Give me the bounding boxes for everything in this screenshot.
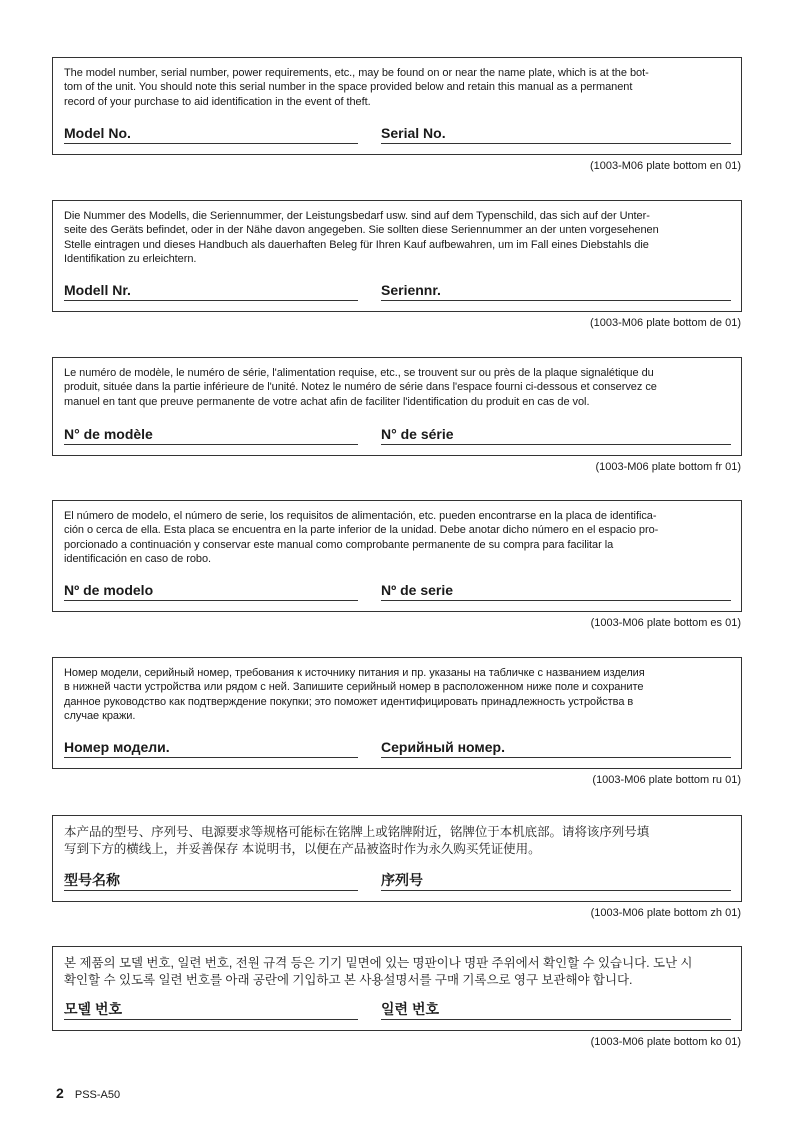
footer-model-name: PSS-A50	[74, 1089, 121, 1101]
description: Le numéro de modèle, le numéro de série, l'alimentation requise, etc., se trouvent sur ou près de la plaque signalétique du produit, située dans la partie inférieure de l'unité. Notez le numéro de série dans l'espace fourni ci-dessous et conservez ce manuel en tant que preuve permanente de votre achat afin de faciliter l'identification du produit en cas de vol.	[64, 367, 657, 408]
section-zh	[52, 815, 742, 920]
document-code: (1003-M06 plate bottom fr 01)	[595, 461, 741, 473]
document-code: (1003-M06 plate bottom zh 01)	[590, 907, 741, 919]
section-ru	[52, 657, 742, 787]
serial-number-field[interactable]: Nº de serie	[381, 581, 731, 601]
serial-number-field[interactable]: Serial No.	[381, 124, 731, 144]
nameplate-box	[52, 200, 742, 312]
section-fr	[52, 357, 742, 474]
document-code: (1003-M06 plate bottom es 01)	[590, 617, 741, 629]
fields-row	[64, 1000, 730, 1020]
serial-number-field[interactable]: Серийный номер.	[381, 738, 731, 758]
serial-number-field[interactable]: 序列号	[381, 871, 731, 891]
fields-row	[64, 581, 730, 601]
fields-row	[64, 871, 730, 891]
description: Номер модели, серийный номер, требования к источнику питания и пр. указаны на табличке с названием изделия в нижней части устройства или рядом с ней. Запишите серийный номер в расположенном ниже поле и сохраните данное руководство как подтверждение покупки; это поможет идентифицировать принадлежность устройства в случае кражи.	[64, 667, 645, 722]
section-es	[52, 500, 742, 630]
nameplate-box	[52, 500, 742, 612]
document-code: (1003-M06 plate bottom ru 01)	[592, 774, 741, 786]
model-number-field[interactable]: Номер модели.	[64, 738, 358, 758]
nameplate-box	[52, 57, 742, 155]
nameplate-box	[52, 357, 742, 456]
description: El número de modelo, el número de serie, los requisitos de alimentación, etc. pueden encontrarse en la placa de identifica- ción o cerca de ella. Esta placa se encuentra en la parte inferior de la unidad. Debe anotar dicho número en el espacio pro- porcionado a continuación y conservar este manual como comprobante permanente de su compra para facilitar la identificación en caso de robo.	[64, 510, 659, 565]
document-code: (1003-M06 plate bottom en 01)	[589, 160, 741, 172]
description: The model number, serial number, power requirements, etc., may be found on or near the name plate, which is at the bot- tom of the unit. You should note this serial number in the space provided below and retain this manual as a permanent record of your purchase to aid identification in the event of theft.	[64, 67, 649, 108]
page-footer	[56, 1085, 120, 1101]
model-number-field[interactable]: N° de modèle	[64, 425, 358, 445]
serial-number-field[interactable]: Seriennr.	[381, 281, 731, 301]
serial-number-field[interactable]: 일련 번호	[381, 1000, 731, 1020]
section-ko	[52, 946, 742, 1049]
description: 本产品的型号、序列号、电源要求等规格可能标在铭牌上或铭牌附近，铭牌位于本机底部。请将该序列号填 写到下方的横线上，并妥善保存 本说明书，以便在产品被盗时作为永久购买凭证使用。	[64, 825, 650, 856]
nameplate-box	[52, 657, 742, 769]
model-number-field[interactable]: 型号名称	[64, 871, 358, 891]
description: 본 제품의 모델 번호, 일련 번호, 전원 규격 등은 기기 밑면에 있는 명판이나 명판 주위에서 확인할 수 있습니다. 도난 시 확인할 수 있도록 일련 번호를 아래 공란에 기입하고 본 사용설명서를 구매 기록으로 영구 보관해야 합니다.	[64, 956, 693, 987]
fields-row	[64, 124, 730, 144]
serial-number-field[interactable]: N° de série	[381, 425, 731, 445]
document-code: (1003-M06 plate bottom ko 01)	[590, 1036, 741, 1048]
fields-row	[64, 738, 730, 758]
model-number-field[interactable]: Nº de modelo	[64, 581, 358, 601]
fields-row	[64, 281, 730, 301]
model-number-field[interactable]: Model No.	[64, 124, 358, 144]
model-number-field[interactable]: 모델 번호	[64, 1000, 358, 1020]
section-de	[52, 200, 742, 330]
nameplate-box	[52, 815, 742, 902]
section-en	[52, 57, 742, 173]
fields-row	[64, 425, 730, 445]
model-number-field[interactable]: Modell Nr.	[64, 281, 358, 301]
nameplate-box	[52, 946, 742, 1031]
document-code: (1003-M06 plate bottom de 01)	[589, 317, 741, 329]
page-number: 2	[56, 1085, 64, 1101]
description: Die Nummer des Modells, die Seriennummer, der Leistungsbedarf usw. sind auf dem Typenschild, das sich auf der Unter- seite des Geräts befindet, oder in der Nähe davon angegeben. Sie sollten diese Seriennummer an der unten vorgesehenen Stelle eintragen und dieses Handbuch als dauerhaften Beleg für Ihren Kauf aufbewahren, um im Fall eines Diebstahls die Identifikation zu erleichtern.	[64, 210, 659, 265]
